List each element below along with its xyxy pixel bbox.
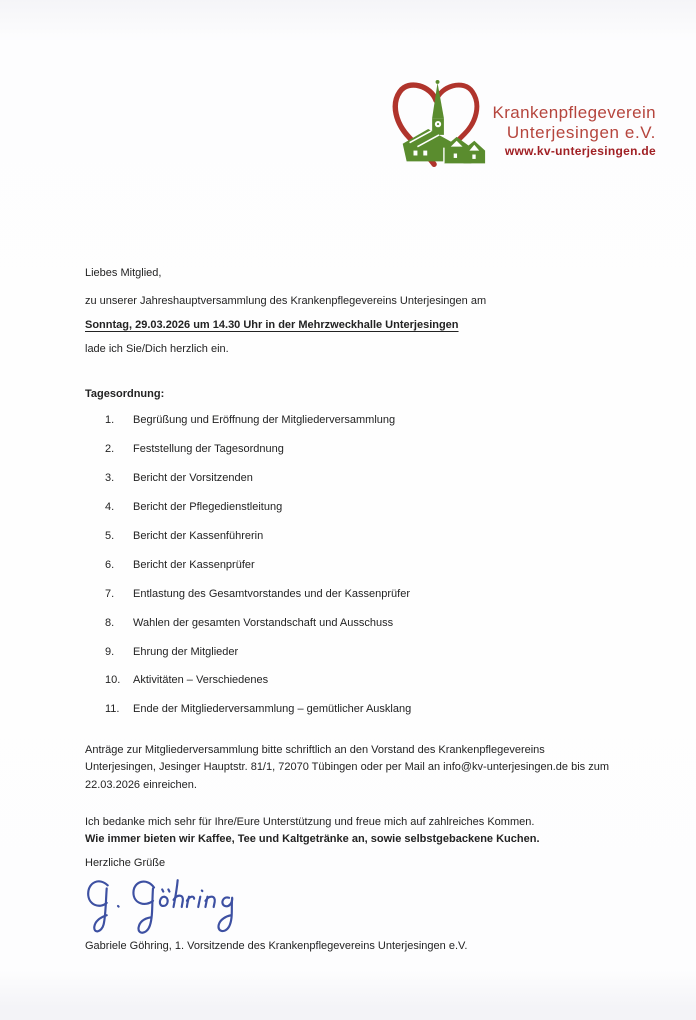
agenda-item [105, 550, 411, 579]
agenda-item-number: 4. [105, 501, 115, 514]
salutation: Liebes Mitglied, [85, 267, 162, 279]
agenda-item-text: Aktivitäten – Verschiedenes [133, 674, 269, 687]
handwritten-signature [82, 874, 262, 940]
agenda-item-text: Wahlen der gesamten Vorstandschaft und Ausschuss [133, 616, 394, 629]
agenda-item [105, 695, 411, 724]
agenda-item [105, 522, 411, 551]
closing-line: Herzliche Grüße [85, 857, 166, 869]
agenda-item [105, 608, 411, 637]
signer-name-line: Gabriele Göhring, 1. Vorsitzende des Krankenpflegevereins Unterjesingen e.V. [85, 940, 468, 952]
agenda-item-text: Bericht der Pflegedienstleitung [133, 501, 283, 514]
agenda-item-text: Begrüßung und Eröffnung der Mitgliederversammlung [133, 414, 396, 427]
agenda-item [105, 493, 411, 522]
agenda-item-number: 1. [105, 414, 115, 427]
agenda-item-number: 11. [105, 703, 120, 716]
heart-church-village-icon [388, 76, 490, 182]
agenda-item [105, 579, 411, 608]
agenda-item-number: 9. [105, 645, 115, 658]
agenda-list [105, 406, 411, 724]
agenda-item-text: Ende der Mitgliederversammlung – gemütlicher Ausklang [133, 703, 412, 716]
agenda-item-text: Entlastung des Gesamtvorstandes und der Kassenprüfer [133, 587, 410, 600]
agenda-heading: Tagesordnung: [85, 388, 165, 400]
org-logo [388, 76, 660, 184]
motions-paragraph: Anträge zur Mitgliederversammlung bitte schriftlich an den Vorstand des Krankenpflegevereins Unterjesingen, Jesinger Hauptstr. 81/1, 72070 Tübingen oder per Mail an info@kv-unterjesingen.de bis zum 22.03.2026 einreichen. [85, 744, 609, 791]
agenda-item-number: 7. [105, 587, 115, 600]
org-website: www.kv-unterjesingen.de [504, 144, 656, 159]
agenda-item-number: 6. [105, 558, 115, 571]
agenda-item [105, 406, 411, 435]
invite-line: lade ich Sie/Dich herzlich ein. [85, 343, 229, 355]
agenda-item-text: Ehrung der Mitglieder [133, 645, 239, 658]
agenda-item [105, 464, 411, 493]
agenda-item [105, 637, 411, 666]
agenda-item-number: 8. [105, 616, 115, 629]
agenda-item-text: Bericht der Kassenführerin [133, 530, 264, 542]
org-name-line1: Krankenpflegeverein [492, 103, 656, 122]
agenda-item-text: Bericht der Kassenprüfer [133, 558, 255, 571]
thanks-line: Ich bedanke mich sehr für Ihre/Eure Unterstützung und freue mich auf zahlreiches Kommen. [85, 816, 535, 828]
agenda-item-text: Bericht der Vorsitzenden [133, 472, 253, 485]
org-name-line2: Unterjesingen e.V. [506, 122, 656, 142]
event-date-line: Sonntag, 29.03.2026 um 14.30 Uhr in der Mehrzweckhalle Unterjesingen [85, 319, 459, 331]
agenda-item [105, 666, 411, 695]
refreshments-line: Wie immer bieten wir Kaffee, Tee und Kaltgetränke an, sowie selbstgebackene Kuchen. [85, 833, 540, 845]
agenda-item-number: 5. [105, 530, 115, 542]
agenda-item [105, 435, 411, 464]
agenda-item-number: 3. [105, 472, 115, 485]
intro-line: zu unserer Jahreshauptversammlung des Krankenpflegevereins Unterjesingen am [85, 295, 487, 307]
agenda-item-number: 10. [105, 674, 121, 687]
agenda-item-number: 2. [105, 443, 115, 456]
agenda-item-text: Feststellung der Tagesordnung [133, 443, 284, 456]
